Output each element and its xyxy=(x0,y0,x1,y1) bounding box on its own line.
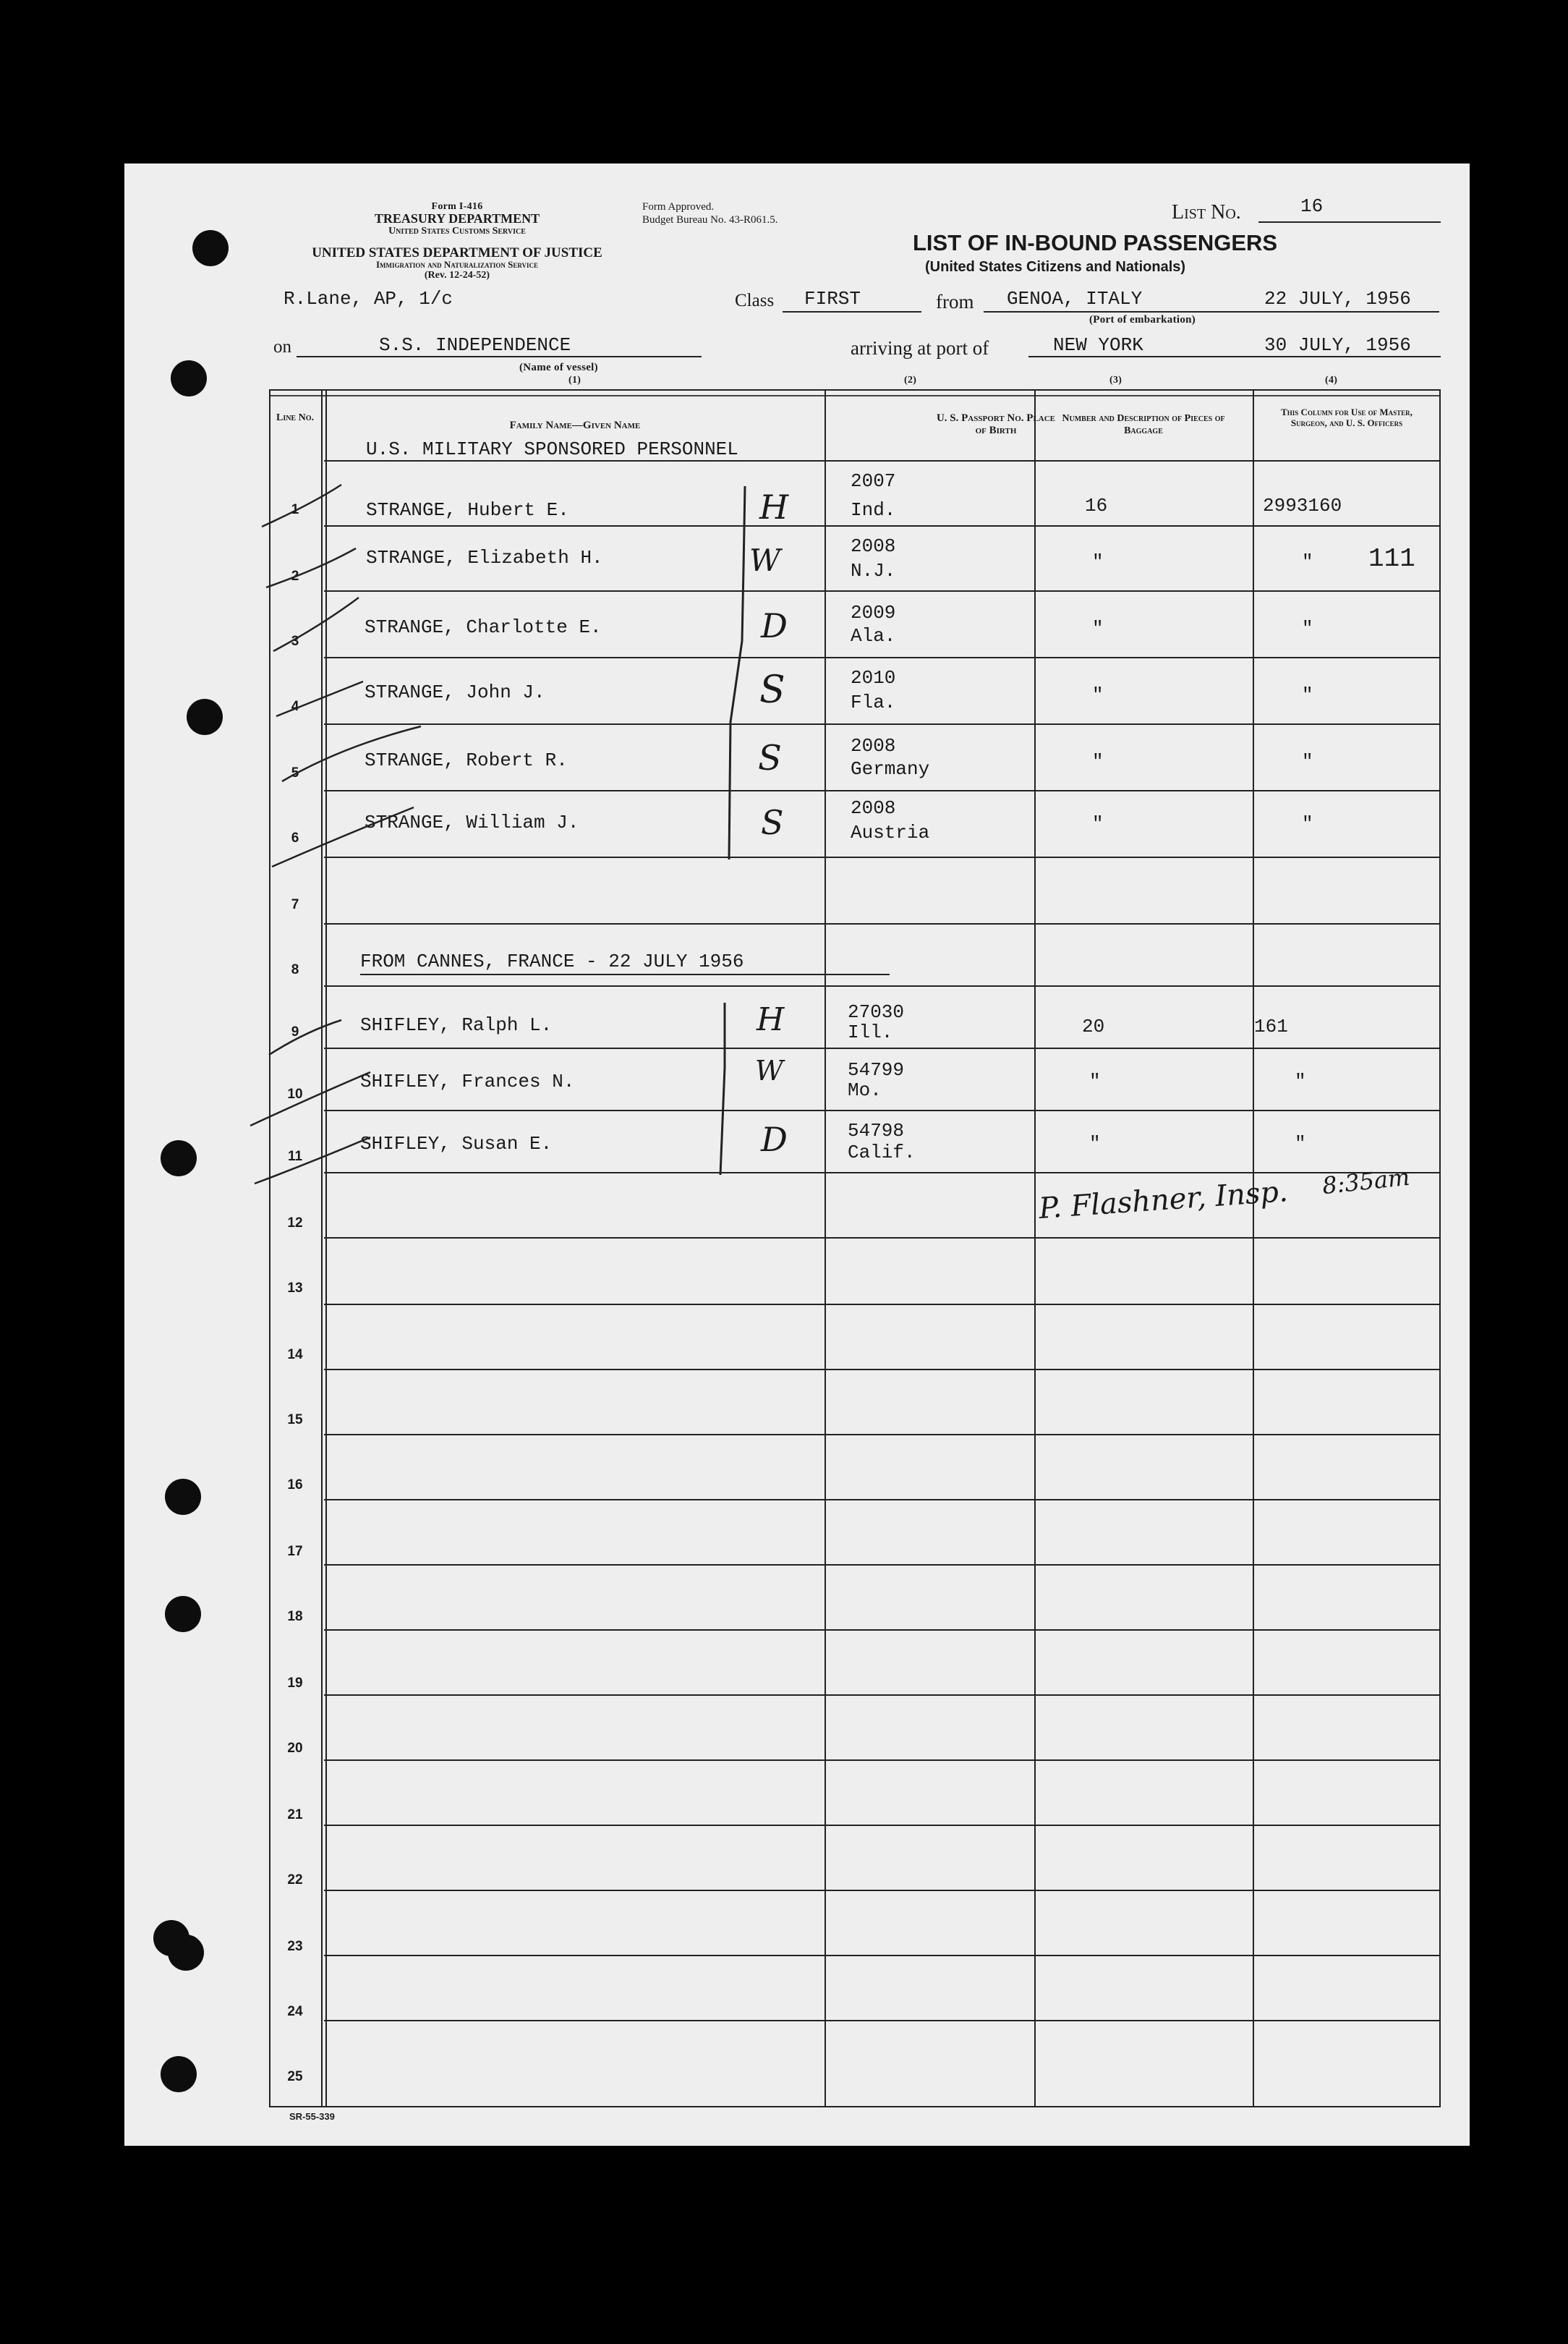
col-num-1: (1) xyxy=(568,375,581,386)
line-number: 21 xyxy=(287,1807,303,1822)
from-value: GENOA, ITALY xyxy=(1007,288,1143,310)
birth-place: Austria xyxy=(851,822,930,844)
relation-mark: D xyxy=(761,606,788,645)
vessel-name: S.S. INDEPENDENCE xyxy=(379,334,571,356)
relation-mark: H xyxy=(759,488,789,527)
passenger-name: STRANGE, Hubert E. xyxy=(366,499,569,521)
line-number: 11 xyxy=(287,1149,303,1164)
passport-number: 2007 xyxy=(851,470,896,492)
form-code: SR-55-339 xyxy=(289,2111,335,2122)
passenger-name: STRANGE, John J. xyxy=(365,681,545,703)
baggage-count: 16 xyxy=(1085,495,1108,517)
col-passport-header: U. S. Passport No. Place of Birth xyxy=(936,412,1056,436)
officer-entry: 161 xyxy=(1254,1016,1288,1037)
line-number: 19 xyxy=(287,1676,303,1691)
page-subtitle: (United States Citizens and Nationals) xyxy=(925,259,1186,275)
passenger-name: STRANGE, William J. xyxy=(365,812,579,833)
baggage-count: " xyxy=(1089,1133,1101,1155)
line-number: 3 xyxy=(291,634,299,649)
signature-time: 8:35am xyxy=(1321,1163,1411,1200)
list-no-value: 16 xyxy=(1300,195,1324,217)
passenger-name: STRANGE, Charlotte E. xyxy=(365,616,602,638)
passport-number: 27030 xyxy=(848,1001,905,1023)
col-num-3: (3) xyxy=(1109,375,1122,386)
arriving-label: arriving at port of xyxy=(851,337,989,359)
section-military: U.S. MILITARY SPONSORED PERSONNEL xyxy=(366,438,738,460)
birth-place: Ill. xyxy=(848,1022,893,1043)
officer-entry: 2993160 xyxy=(1263,495,1342,517)
birth-place: Ala. xyxy=(851,625,896,647)
page-title: LIST OF IN-BOUND PASSENGERS xyxy=(913,230,1278,255)
line-number: 17 xyxy=(287,1544,303,1559)
line-number: 18 xyxy=(287,1609,303,1624)
on-label: on xyxy=(273,337,291,357)
list-no-label: List No. xyxy=(1172,201,1241,224)
line-number: 4 xyxy=(291,699,299,714)
line-number: 24 xyxy=(287,2004,303,2019)
form-number: Form I-416 xyxy=(431,201,483,212)
line-number: 23 xyxy=(287,1939,303,1954)
treasury-label: TREASURY DEPARTMENT xyxy=(374,211,540,226)
passenger-name: SHIFLEY, Frances N. xyxy=(360,1071,575,1092)
baggage-count: " xyxy=(1092,684,1104,706)
budget-bureau: Budget Bureau No. 43-R061.5. xyxy=(642,214,778,226)
col-baggage-header: Number and Description of Pieces of Baggage xyxy=(1062,413,1225,436)
line-number: 9 xyxy=(291,1024,299,1040)
justice-label: UNITED STATES DEPARTMENT OF JUSTICE xyxy=(312,245,602,260)
line-number: 14 xyxy=(287,1347,303,1362)
passport-number: 54799 xyxy=(848,1059,905,1081)
relation-mark: S xyxy=(759,668,785,712)
col-officers-header: This Column for Use of Master, Surgeon, and U. S. Officers xyxy=(1281,407,1413,428)
passport-number: 2008 xyxy=(851,735,896,757)
line-number: 15 xyxy=(287,1412,303,1427)
line-number: 13 xyxy=(287,1281,303,1296)
passenger-name: STRANGE, Robert R. xyxy=(365,750,568,771)
passenger-name: SHIFLEY, Susan E. xyxy=(360,1133,553,1155)
birth-place: Germany xyxy=(851,758,930,780)
line-number: 5 xyxy=(291,765,299,781)
passport-number: 2008 xyxy=(851,797,896,819)
handwritten-marks xyxy=(124,164,1470,1321)
baggage-count: 20 xyxy=(1082,1016,1105,1037)
relation-mark: S xyxy=(758,738,782,778)
form-approved: Form Approved. xyxy=(642,201,715,213)
col-line-header: Line No. xyxy=(276,412,314,423)
line-number: 16 xyxy=(287,1477,303,1492)
depart-date: 22 JULY, 1956 xyxy=(1264,288,1411,310)
passport-number: 54798 xyxy=(848,1120,905,1142)
passenger-name: SHIFLEY, Ralph L. xyxy=(360,1014,553,1036)
rev-label: (Rev. 12-24-52) xyxy=(424,270,490,281)
relation-mark: W xyxy=(755,1055,784,1087)
officer-entry: " xyxy=(1302,551,1313,573)
officer-entry: " xyxy=(1295,1071,1306,1092)
officer-entry: " xyxy=(1295,1133,1306,1155)
inspector-signature: P. Flashner, Insp. xyxy=(1037,1175,1290,1226)
officer-entry: " xyxy=(1302,751,1313,773)
line-number: 6 xyxy=(291,831,299,846)
col-num-2: (2) xyxy=(904,375,917,386)
arrival-date: 30 JULY, 1956 xyxy=(1264,334,1411,356)
line-number: 12 xyxy=(287,1215,303,1231)
binder-hole xyxy=(165,1596,201,1632)
from-label: from xyxy=(936,291,974,313)
line-number: 25 xyxy=(287,2069,303,2084)
line-number: 2 xyxy=(291,569,299,584)
passport-number: 2008 xyxy=(851,535,896,557)
line-number: 1 xyxy=(291,502,299,517)
binder-hole xyxy=(161,1140,197,1176)
passport-number: 2010 xyxy=(851,667,896,689)
line-number: 20 xyxy=(287,1741,303,1756)
margin-note: 111 xyxy=(1368,544,1415,574)
vessel-caption: (Name of vessel) xyxy=(519,362,598,373)
baggage-count: " xyxy=(1092,751,1104,773)
passenger-name: STRANGE, Elizabeth H. xyxy=(366,547,603,569)
relation-mark: D xyxy=(761,1120,788,1159)
officer-entry: " xyxy=(1302,813,1313,835)
ins-label: Immigration and Naturalization Service xyxy=(375,259,539,270)
relation-mark: W xyxy=(749,543,781,578)
line-number: 8 xyxy=(291,962,299,977)
binder-hole xyxy=(168,1935,204,1971)
birth-place: Calif. xyxy=(848,1142,916,1163)
birth-place: Ind. xyxy=(851,499,896,521)
col-num-4: (4) xyxy=(1325,375,1338,386)
class-label: Class xyxy=(735,291,775,310)
baggage-count: " xyxy=(1092,618,1104,640)
passport-number: 2009 xyxy=(851,602,896,624)
line-number: 7 xyxy=(291,897,299,912)
baggage-count: " xyxy=(1092,813,1104,835)
form-page xyxy=(124,164,1470,2146)
class-value: FIRST xyxy=(804,288,861,310)
baggage-count: " xyxy=(1089,1071,1101,1092)
baggage-count: " xyxy=(1092,551,1104,573)
officer-entry: " xyxy=(1302,684,1313,706)
customs-label: United States Customs Service xyxy=(388,226,526,237)
relation-mark: H xyxy=(757,1001,785,1038)
binder-hole xyxy=(161,2056,197,2092)
birth-place: N.J. xyxy=(851,560,896,582)
line-number: 22 xyxy=(287,1872,303,1887)
port-embark-caption: (Port of embarkation) xyxy=(1089,314,1196,326)
line-number: 10 xyxy=(287,1087,303,1102)
binder-hole xyxy=(171,360,207,396)
birth-place: Fla. xyxy=(851,692,896,713)
officer-entry: " xyxy=(1302,618,1313,640)
binder-hole xyxy=(165,1479,201,1515)
section-cannes: FROM CANNES, FRANCE - 22 JULY 1956 xyxy=(360,951,744,972)
arrival-port: NEW YORK xyxy=(1053,334,1143,356)
relation-mark: S xyxy=(761,803,784,842)
binder-hole xyxy=(192,230,229,266)
col-name-header: Family Name—Given Name xyxy=(509,420,641,431)
birth-place: Mo. xyxy=(848,1079,882,1101)
preparer: R.Lane, AP, 1/c xyxy=(284,288,453,310)
binder-hole xyxy=(187,699,223,735)
